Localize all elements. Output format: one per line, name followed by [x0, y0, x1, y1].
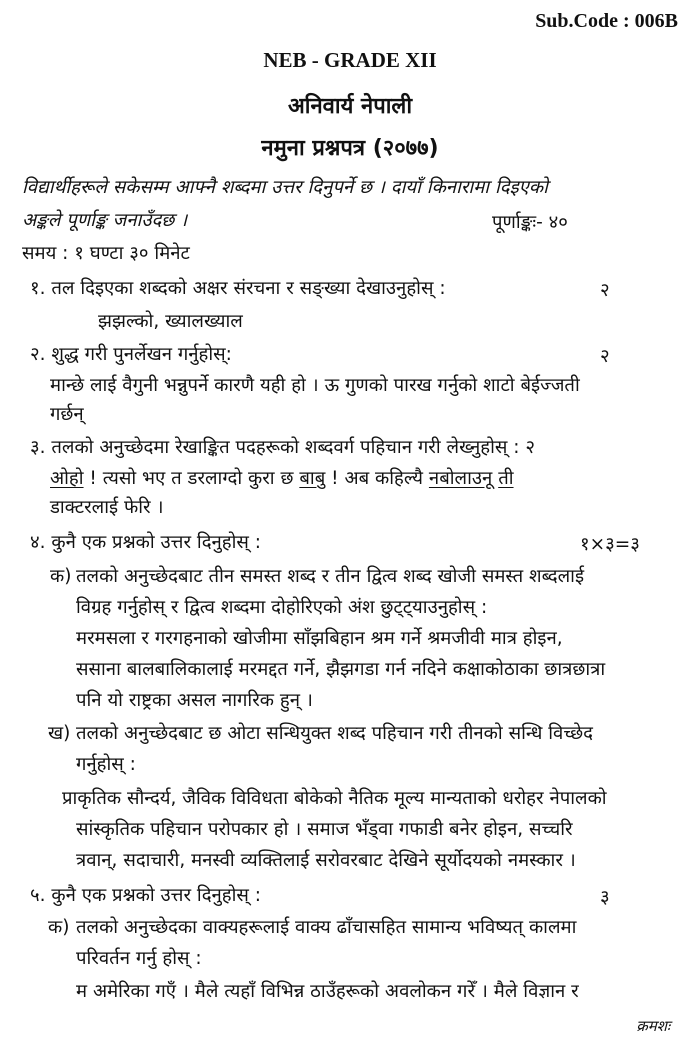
- question-4b-passage-2: सांस्कृतिक पहिचान परोपकार हो । समाज भँड्वा गफाडी बनेर होइन, सच्चरि: [76, 819, 573, 840]
- subject-title: अनिवार्य नेपाली: [287, 94, 413, 119]
- question-4a-label: क): [50, 566, 72, 587]
- question-2-line-1: मान्छे लाई वैगुनी भन्नुपर्ने कारणै यही हो । ऊ गुणको पारख गर्नुको शाटो बेईज्जती: [50, 375, 580, 396]
- underlined-word-3: नबोलाउनू: [428, 468, 493, 489]
- underlined-word-1: ओहो: [50, 468, 84, 489]
- question-4b-passage-3: त्रवान्, सदाचारी, मनस्वी व्यक्तिलाई सरोवरबाट देखिने सूर्योदयको नमस्कार ।: [76, 850, 576, 871]
- underlined-word-4: ती: [498, 468, 514, 489]
- question-4b-line-2: गर्नुहोस् :: [76, 754, 136, 775]
- question-2: २. शुद्ध गरी पुनर्लेखन गर्नुहोस्:: [30, 344, 232, 365]
- question-1: १. तल दिइएका शब्दको अक्षर संरचना र सङ्ख्या देखाउनुहोस् :: [30, 278, 446, 299]
- question-4b-passage-1: प्राकृतिक सौन्दर्य, जैविक विविधता बोकेको नैतिक मूल्य मान्यताको धरोहर नेपालको: [62, 788, 607, 809]
- question-4a-passage-2: ससाना बालबालिकालाई मरमद्दत गर्ने, झैझगडा गर्न नदिने कक्षाकोठाका छात्रछात्रा: [76, 659, 606, 680]
- instruction-line-1: विद्यार्थीहरूले सकेसम्म आफ्नै शब्दमा उत्तर दिनुपर्ने छ । दायाँ किनारामा दिइएको: [22, 177, 548, 198]
- underlined-word-2: बाबु: [299, 468, 326, 489]
- question-5: ५. कुनै एक प्रश्नको उत्तर दिनुहोस् :: [30, 885, 262, 906]
- question-5a-line-2: परिवर्तन गर्नु होस् :: [76, 948, 202, 969]
- question-4a-passage-3: पनि यो राष्ट्रका असल नागरिक हुन् ।: [76, 690, 313, 711]
- board-title: NEB - GRADE XII: [263, 48, 437, 72]
- question-4: ४. कुनै एक प्रश्नको उत्तर दिनुहोस् :: [30, 532, 262, 553]
- question-3-passage-line-2: डाक्टरलाई फेरि ।: [50, 497, 164, 518]
- question-5a-passage-1: म अमेरिका गएँ । मैले त्यहाँ विभिन्न ठाउँहरूको अवलोकन गरेँ । मैले विज्ञान र: [76, 981, 579, 1002]
- full-marks: पूर्णाङ्कः- ४०: [492, 212, 568, 233]
- continued-label: क्रमशः: [636, 1017, 670, 1035]
- question-3: ३. तलको अनुच्छेदमा रेखाङ्कित पदहरूको शब्दवर्ग पहिचान गरी लेख्नुहोस् : २: [30, 437, 536, 458]
- question-3-passage-line-1: [50, 467, 514, 491]
- time-allowed: समय : १ घण्टा ३० मिनेट: [22, 243, 190, 264]
- question-1-words: झझल्को, ख्यालख्याल: [98, 311, 243, 332]
- question-1-marks: २: [600, 280, 610, 301]
- question-4a-line-2: विग्रह गर्नुहोस् र द्वित्व शब्दमा दोहोरिएको अंश छुट्ट्याउनुहोस् :: [76, 597, 488, 618]
- question-4-marks: १×३=३: [580, 534, 640, 555]
- question-4b-label: ख): [48, 723, 71, 744]
- question-4a-line-1: तलको अनुच्छेदबाट तीन समस्त शब्द र तीन द्वित्व शब्द खोजी समस्त शब्दलाई: [76, 566, 585, 587]
- question-5-marks: ३: [600, 887, 610, 908]
- question-4b-line-1: तलको अनुच्छेदबाट छ ओटा सन्धियुक्त शब्द पहिचान गरी तीनको सन्धि विच्छेद: [76, 723, 593, 744]
- subject-code: Sub.Code : 006B: [535, 10, 678, 32]
- question-5a-label: क): [48, 917, 70, 938]
- question-5a-line-1: तलको अनुच्छेदका वाक्यहरूलाई वाक्य ढाँचासहित सामान्य भविष्यत् कालमा: [76, 917, 577, 938]
- question-2-line-2: गर्छन्: [50, 404, 84, 425]
- question-2-marks: २: [600, 346, 610, 367]
- question-4a-passage-1: मरमसला र गरगहनाको खोजीमा साँझबिहान श्रम गर्ने श्रमजीवी मात्र होइन,: [76, 628, 563, 649]
- paper-title: नमुना प्रश्नपत्र (२०७७): [261, 136, 439, 161]
- passage-text-2: ! अब कहिल्यै: [325, 468, 429, 489]
- passage-text-1: ! त्यसो भए त डरलाग्दो कुरा छ: [83, 468, 300, 489]
- instruction-line-2: अङ्कले पूर्णाङ्क जनाउँदछ ।: [22, 210, 188, 231]
